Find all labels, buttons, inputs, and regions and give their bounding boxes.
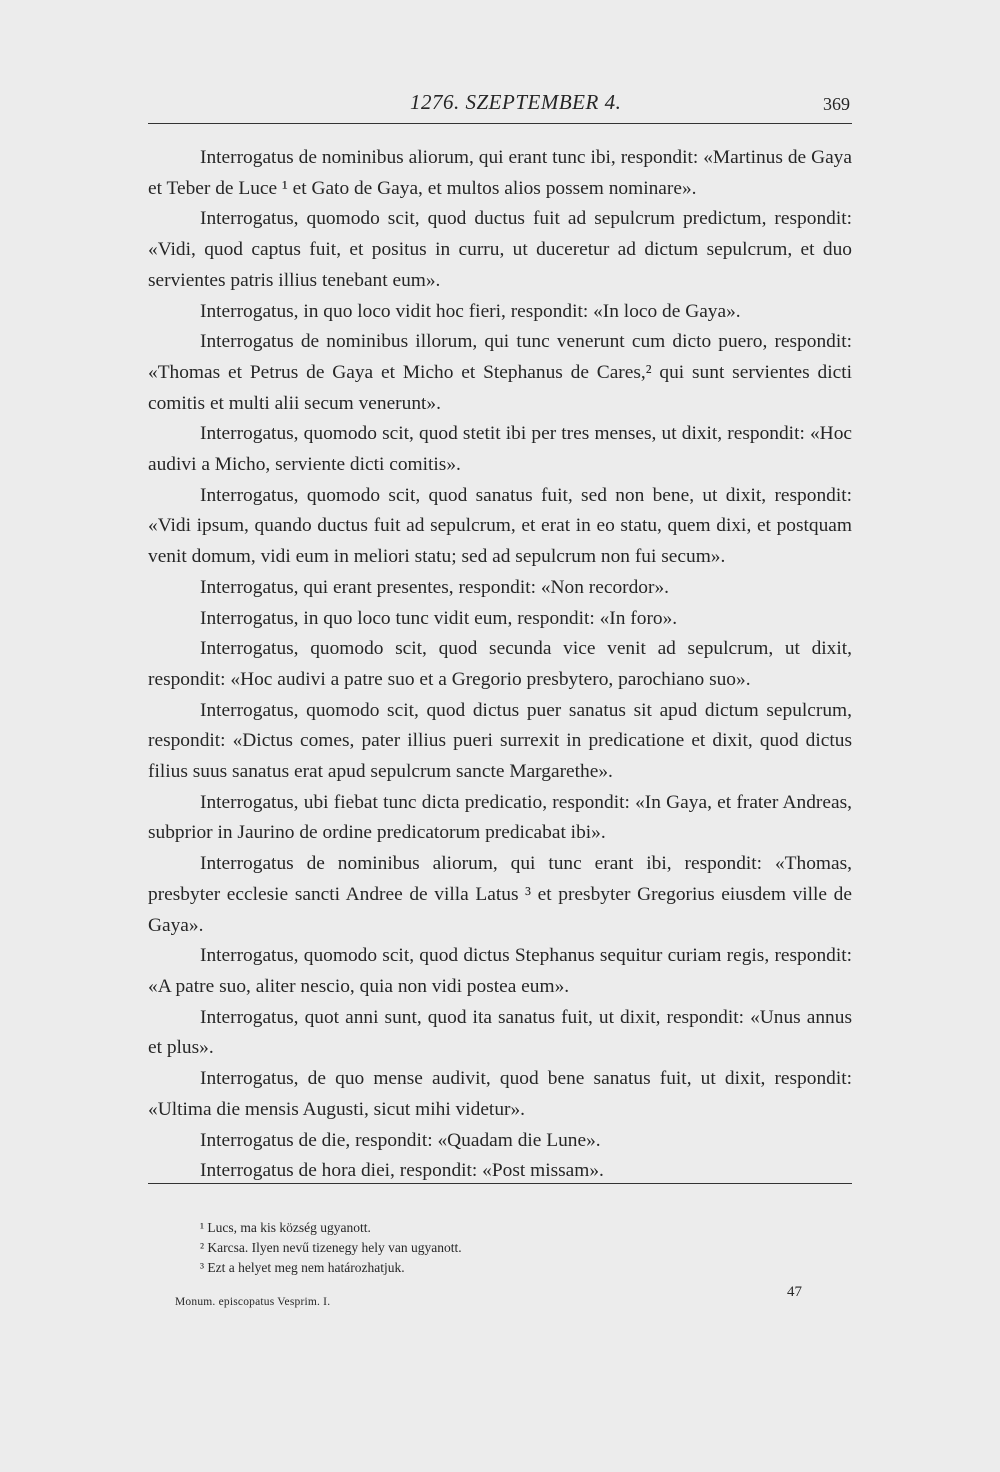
paragraph: Interrogatus, qui erant presentes, respondit: «Non recordor». — [200, 576, 670, 598]
sheet-signature: Monum. episcopatus Vesprim. I. — [175, 1296, 331, 1308]
footnote: ² Karcsa. Ilyen nevű tizenegy hely van ugyanott. — [200, 1240, 462, 1255]
paragraph: Interrogatus, quomodo scit, quod sanatus fuit, sed non bene, ut dixit, respondit: «Vidi ipsum, quando ductus fuit ad sepulcrum, et erat in eo statu, quem dixi, et postquam venit domum, vidi eum in meliori statu; sed ad sepulcrum non fui secum». — [148, 484, 852, 568]
paragraph: Interrogatus de nominibus illorum, qui tunc venerunt cum dicto puero, respondit: «Thomas et Petrus de Gaya et Micho et Stephanus de Cares,² qui sunt servientes dicti comitis et multi alii secum venerunt». — [148, 331, 852, 414]
paragraph: Interrogatus, quomodo scit, quod dictus puer sanatus sit apud dictum sepulcrum, respondit: «Dictus comes, pater illius pueri surrexit in predicatione et dixit, quod dictus filius suus sanatus erat apud sepulcrum sancte Margarethe». — [148, 699, 852, 783]
footnote: ³ Ezt a helyet meg nem határozhatjuk. — [200, 1260, 405, 1275]
paragraph: Interrogatus, quot anni sunt, quod ita sanatus fuit, ut dixit, respondit: «Unus annus et plus». — [148, 1006, 852, 1059]
paragraph: Interrogatus, in quo loco vidit hoc fieri, respondit: «In loco de Gaya». — [200, 300, 741, 322]
paragraph: Interrogatus, in quo loco tunc vidit eum, respondit: «In foro». — [200, 607, 678, 629]
running-head: 1276. SZEPTEMBER 4. — [410, 90, 622, 114]
body-text — [148, 143, 852, 1187]
paragraph: Interrogatus de nominibus aliorum, qui tunc erant ibi, respondit: «Thomas, presbyter ecclesie sancti Andree de villa Latus ³ et presbyter Gregorius eiusdem ville de Gaya». — [148, 853, 852, 936]
footnote: ¹ Lucs, ma kis község ugyanott. — [200, 1220, 371, 1235]
paragraph: Interrogatus, quomodo scit, quod secunda vice venit ad sepulcrum, ut dixit, respondit: «Hoc audivi a patre suo et a Gregorio presbytero, parochiano suo». — [148, 638, 852, 690]
header-rule — [148, 123, 852, 124]
paragraph: Interrogatus, quomodo scit, quod dictus Stephanus sequitur curiam regis, respondit: «A patre suo, aliter nescio, quia non vidi postea eum». — [148, 945, 852, 997]
paragraph: Interrogatus de hora diei, respondit: «Post missam». — [200, 1160, 604, 1182]
page-header — [148, 86, 852, 122]
footnote-rule — [148, 1183, 852, 1184]
sheet-number: 47 — [787, 1284, 802, 1300]
paragraph: Interrogatus, quomodo scit, quod ductus fuit ad sepulcrum predictum, respondit: «Vidi, quod captus fuit, et positus in curru, ut duceretur ad dictum sepulcrum, et duo servientes patris illius tenebant eum». — [148, 208, 852, 291]
paragraph: Interrogatus de die, respondit: «Quadam die Lune». — [200, 1129, 601, 1151]
paragraph: Interrogatus de nominibus aliorum, qui erant tunc ibi, respondit: «Martinus de Gaya et Teber de Luce ¹ et Gato de Gaya, et multos alios possem nominare». — [148, 147, 852, 199]
footnotes — [200, 1218, 800, 1278]
page-number: 369 — [823, 94, 850, 114]
paragraph: Interrogatus, ubi fiebat tunc dicta predicatio, respondit: «In Gaya, et frater Andreas, subprior in Jaurino de ordine predicatorum predicabat ibi». — [148, 791, 852, 844]
paragraph: Interrogatus, quomodo scit, quod stetit ibi per tres menses, ut dixit, respondit: «Hoc audivi a Micho, serviente dicti comitis». — [148, 423, 852, 476]
paragraph: Interrogatus, de quo mense audivit, quod bene sanatus fuit, ut dixit, respondit: «Ultima die mensis Augusti, sicut mihi videtur». — [148, 1068, 852, 1120]
